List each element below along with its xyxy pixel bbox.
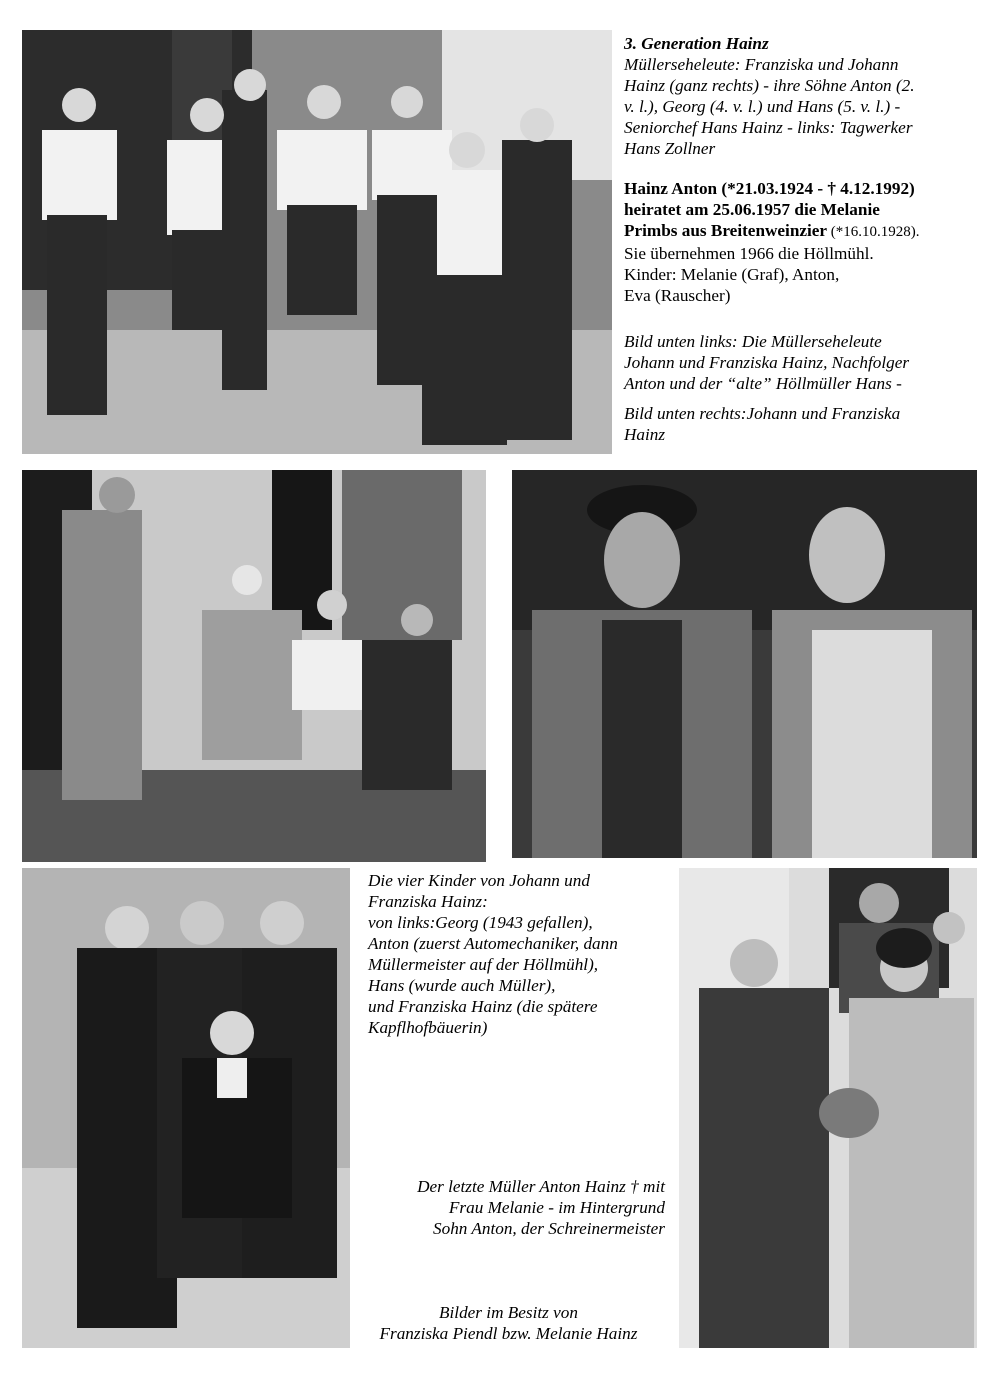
photo-house-front — [22, 470, 486, 862]
caption-top-title: 3. Generation Hainz — [624, 34, 769, 53]
caption-right-below-line: Hainz — [624, 425, 666, 444]
anton-info-line: Eva (Rauscher) — [624, 286, 731, 305]
anton-info-bold-partial: Primbs aus Breitenweinzier — [624, 221, 828, 240]
anton-info-mixed-line — [624, 220, 996, 243]
photo-last-miller-image — [679, 868, 977, 1348]
caption-top-line: Seniorchef Hans Hainz - links: Tagwerker — [624, 118, 913, 137]
caption-top-line: v. l.), Georg (4. v. l.) und Hans (5. v. l.) - — [624, 97, 901, 116]
credit-line: Bilder im Besitz von — [439, 1303, 578, 1322]
caption-last-miller-line: Frau Melanie - im Hintergrund — [448, 1198, 665, 1217]
photo-old-couple — [512, 470, 977, 858]
caption-children-line: Franziska Hainz: — [368, 892, 488, 911]
photo-family-group — [22, 30, 612, 454]
caption-children-line: Die vier Kinder von Johann und — [368, 871, 590, 890]
anton-info-bold-line: heiratet am 25.06.1957 die Melanie — [624, 200, 880, 219]
photo-last-miller — [679, 868, 977, 1348]
photo-four-children-image — [22, 868, 350, 1348]
caption-top — [624, 33, 994, 159]
caption-children-line: Hans (wurde auch Müller), — [368, 976, 556, 995]
caption-left-below-line: Johann und Franziska Hainz, Nachfolger — [624, 353, 910, 372]
credit-line: Franziska Piendl bzw. Melanie Hainz — [379, 1324, 638, 1343]
anton-info-birthdate: (*16.10.1928). — [827, 224, 920, 240]
caption-left-below-line: Anton und der “alte” Höllmüller Hans - — [624, 374, 902, 393]
caption-children-line: Kapflhofbäuerin) — [368, 1018, 488, 1037]
caption-children-line: Müllermeister auf der Höllmühl), — [368, 955, 599, 974]
caption-top-line: Müllerseheleute: Franziska und Johann — [624, 55, 899, 74]
caption-right-below-line: Bild unten rechts:Johann und Franziska — [624, 404, 901, 423]
anton-info — [624, 178, 996, 306]
caption-top-line: Hainz (ganz rechts) - ihre Söhne Anton (2. — [624, 76, 915, 95]
anton-info-bold-line: Hainz Anton (*21.03.1924 - † 4.12.1992) — [624, 179, 915, 198]
anton-info-line: Sie übernehmen 1966 die Höllmühl. — [624, 244, 874, 263]
photo-family-group-image — [22, 30, 612, 454]
caption-last-miller-line: Der letzte Müller Anton Hainz † mit — [417, 1177, 665, 1196]
caption-left-below-line: Bild unten links: Die Müllerseheleute — [624, 332, 882, 351]
caption-children — [368, 870, 678, 1038]
caption-children-line: Anton (zuerst Automechaniker, dann — [368, 934, 618, 953]
anton-info-line: Kinder: Melanie (Graf), Anton, — [624, 265, 840, 284]
photo-four-children — [22, 868, 350, 1348]
caption-left-below — [624, 331, 996, 394]
caption-last-miller-line: Sohn Anton, der Schreinermeister — [433, 1219, 665, 1238]
caption-children-line: von links:Georg (1943 gefallen), — [368, 913, 593, 932]
photo-old-couple-image — [512, 470, 977, 858]
caption-right-below — [624, 403, 996, 445]
photo-house-front-image — [22, 470, 486, 862]
caption-children-line: und Franziska Hainz (die spätere — [368, 997, 598, 1016]
caption-last-miller — [352, 1176, 665, 1239]
credit — [352, 1302, 665, 1344]
caption-top-line: Hans Zollner — [624, 139, 716, 158]
